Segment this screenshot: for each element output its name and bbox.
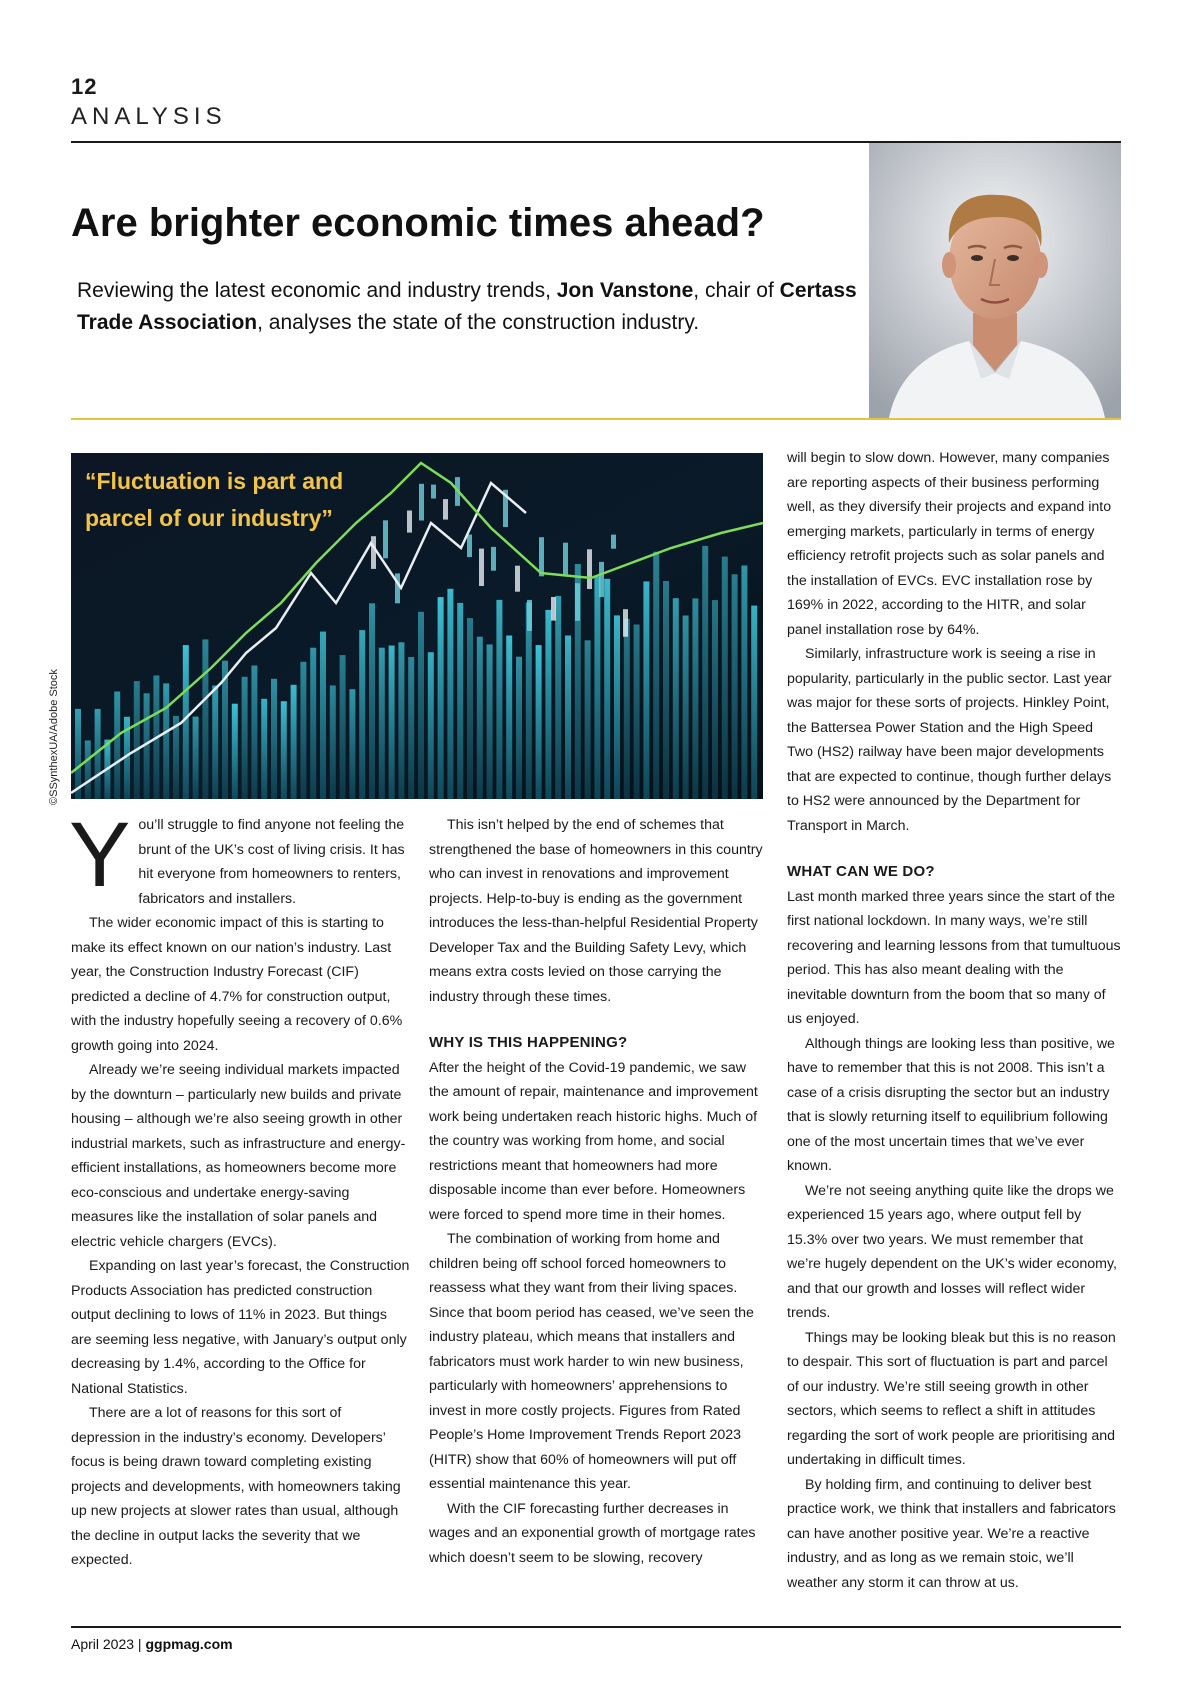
chart-bar (114, 692, 120, 800)
paragraph-text: ou’ll struggle to find anyone not feeling the brunt of the UK’s cost of living crisis. It has hit everyone from homeowners to renters, fabricators and installers. (138, 817, 405, 907)
chart-bar (408, 657, 414, 799)
chart-bar (271, 679, 277, 799)
chart-candle (419, 484, 424, 521)
standfirst (77, 275, 867, 339)
paragraph: The wider economic impact of this is starting to make its effect known on our nation’s industry. Last year, the Construction Industry Forecast (CIF) predicted a decline of 4.7% for construction output, with the industry hopefully seeing a recovery of 0.6% growth going into 2024. (71, 915, 403, 1054)
chart-candle (515, 566, 520, 592)
chart-bar (614, 615, 620, 799)
chart-bar (85, 741, 91, 800)
subheading: WHAT CAN WE DO? (787, 863, 935, 880)
standfirst-text-1: Reviewing the latest economic and industry trends, (77, 279, 557, 302)
paragraph: We’re not seeing anything quite like the drops we experienced 15 years ago, where output fell by 15.3% over two years. We must remember that we’re hugely dependent on the UK’s wider economy, and that our growth and losses will reflect wider trends. (787, 1182, 1117, 1321)
paragraph: Expanding on last year’s forecast, the Construction Products Association has predicted construction output declining to lows of 11% in 2023. But things are seeming less negative, with January’s output only decreasing by 1.4%, according to the Office for National Statistics. (71, 1258, 410, 1397)
chart-bar (320, 632, 326, 799)
standfirst-text-2: , chair of (693, 279, 780, 302)
footer-divider (71, 1626, 1121, 1628)
photo-credit: ©SSynthexUA/Adobe Stock (48, 669, 60, 805)
section-title: ANALYSIS (71, 103, 227, 130)
chart-bar (379, 648, 385, 799)
chart-candle (599, 562, 604, 597)
chart-bar (212, 686, 218, 800)
chart-bar (291, 685, 297, 799)
paragraph: By holding firm, and continuing to deliver best practice work, we think that installers and fabricators can have another positive year. We’re a reactive industry, and as long as we remain stoic, we’ll weather any storm it can throw at us. (787, 1476, 1116, 1591)
page-number: 12 (71, 74, 98, 99)
chart-bar (193, 717, 199, 799)
chart-bar (624, 619, 630, 799)
article-column-2 (429, 813, 764, 1570)
chart-bar (496, 600, 502, 799)
chart-bar (653, 552, 659, 799)
page-footer (71, 1636, 233, 1652)
chart-bar (751, 606, 757, 799)
chart-bar (369, 603, 375, 799)
paragraph: There are a lot of reasons for this sort of depression in the industry’s economy. Developers’ focus is being drawn toward completing existing projects and developments, with homeowners taking up new projects at slower rates than usual, although the decline in output lacks the severity that we expected. (71, 1405, 401, 1568)
chart-bar (428, 652, 434, 799)
paragraph: With the CIF forecasting further decreases in wages and an exponential growth of mortgage rates which doesn’t seem to be slowing, recovery (429, 1500, 756, 1566)
chart-candle (587, 549, 592, 589)
chart-bar (516, 657, 522, 799)
chart-bar (732, 574, 738, 799)
chart-bar (692, 598, 698, 799)
chart-bar (438, 597, 444, 799)
chart-bar (604, 579, 610, 799)
paragraph: Things may be looking bleak but this is no reason to despair. This sort of fluctuation is part and parcel of our industry. We’re still seeing growth in other sectors, which seems to reflect a shift in attitudes regarding the sort of work people are prioritising and undertaking in difficult times. (787, 1329, 1116, 1468)
chart-bar (545, 610, 551, 799)
chart-bar (663, 581, 669, 799)
website-link[interactable]: ggpmag.com (145, 1636, 233, 1652)
chart-bar (398, 642, 404, 799)
paragraph: Although things are looking less than positive, we have to remember that this is not 2008. This isn’t a case of a crisis disrupting the sector but an industry that is slowly returning itself to equilibrium following one of the most uncertain times that we’ve ever known. (787, 1035, 1115, 1174)
subheading: WHY IS THIS HAPPENING? (429, 1034, 628, 1051)
author-portrait (869, 143, 1121, 418)
chart-candle (431, 485, 436, 499)
chart-bar (683, 616, 689, 800)
chart-candle (551, 597, 556, 621)
article-column-1 (69, 804, 411, 1573)
chart-bar (359, 630, 365, 799)
paragraph: This isn’t helped by the end of schemes that strengthened the base of homeowners in this country who can invest in renovations and improvement projects. Help-to-buy is ending as the government introduces the less-than-helpful Residential Property Developer Tax and the Building Safety Levy, which means extra costs levied on those carrying the industry through these times. (429, 817, 763, 1005)
chart-bar (555, 596, 561, 799)
chart-bar (487, 644, 493, 799)
chart-candle (623, 609, 628, 637)
chart-bar (673, 598, 679, 799)
chart-candle (467, 535, 472, 558)
article-column-3 (787, 446, 1121, 1595)
organisation-name: Certass Trade Association (77, 279, 857, 334)
author-name: Jon Vanstone (556, 279, 694, 302)
chart-candle (491, 547, 496, 571)
chart-candle (407, 511, 412, 533)
chart-bar (722, 557, 728, 799)
chart-candle (563, 543, 568, 575)
paragraph: The combination of working from home and children being off school forced homeowners to reassess what they want from their living spaces. Since that boom period has ceased, we’ve seen the industry plateau, which means that installers and fabricators must work harder to win new business, particularly with homeowners’ apprehensions to invest in more costly projects. Figures from Rated People’s Home Improvement Trends Report 2023 (HITR) show that 60% of homeowners will put off essential maintenance this year. (429, 1231, 754, 1492)
chart-bar (594, 577, 600, 799)
issue-date: April 2023 (71, 1636, 135, 1652)
chart-bar (457, 603, 463, 799)
chart-bar (340, 655, 346, 799)
chart-bar (300, 662, 306, 799)
paragraph: will begin to slow down. However, many companies are reporting aspects of their business performing well, as they diversify their projects and expand into emerging markets, particularly in terms of energy efficiency retrofit projects such as solar panels and the installation of EVCs. EVC installation rose by 169% in 2022, according to the HITR, and solar panel installation rose by 64%. (787, 450, 1112, 638)
pull-quote: “Fluctuation is part and parcel of our industry” (85, 468, 344, 531)
drop-cap: Y (69, 804, 131, 906)
paragraph: Last month marked three years since the start of the first national lockdown. In many ways, we’re still recovering and learning lessons from that tumultuous period. This has also meant dealing with the inevitable downturn from the boom that so many of us enjoyed. (787, 888, 1121, 1027)
chart-bar (330, 686, 336, 800)
chart-bar (202, 639, 208, 799)
chart-bar (310, 648, 316, 799)
paragraph: Similarly, infrastructure work is seeing a rise in popularity, particularly in the public sector. Last year was major for these sorts of projects. Hinkley Point, the Battersea Power Station and the High Speed Two (HS2) railway have been major developments that are expected to continue, though further delays to HS2 were announced by the Department for Transport in March. (787, 646, 1112, 834)
footer-separator: | (134, 1636, 146, 1652)
chart-candle (443, 499, 448, 519)
chart-bar (585, 640, 591, 799)
chart-candle (527, 600, 532, 631)
chart-candle (575, 583, 580, 621)
gold-divider (71, 418, 1121, 420)
chart-bar (477, 637, 483, 799)
chart-bar (389, 646, 395, 800)
chart-bar (251, 666, 257, 800)
paragraph: After the height of the Covid-19 pandemic, we saw the amount of repair, maintenance and improvement work being undertaken reach historic highs. Much of the country was working from home, and social restrictions meant that homeowners had more disposable income than ever before. Homeowners were forced to spend more time in their homes. (429, 1059, 758, 1223)
chart-bar (634, 625, 640, 800)
chart-bar (565, 636, 571, 800)
chart-bar (643, 581, 649, 799)
chart-candle (611, 535, 616, 549)
chart-bar (702, 546, 708, 799)
chart-bar (447, 589, 453, 799)
standfirst-text-3: , analyses the state of the construction industry. (257, 311, 700, 334)
chart-bar (506, 636, 512, 800)
chart-bar (467, 618, 473, 799)
chart-bar (261, 699, 267, 799)
chart-bar (349, 689, 355, 799)
chart-bar (281, 701, 287, 799)
chart-bar (163, 683, 169, 799)
paragraph: Already we’re seeing individual markets impacted by the downturn – particularly new builds and private housing – although we’re also seeing growth in other industrial markets, such as infrastructure and energy-efficient installations, as homeowners become more eco-conscious and undertake energy-saving measures like the installation of solar panels and electric vehicle chargers (EVCs). (71, 1062, 406, 1250)
chart-bar (526, 603, 532, 800)
chart-bar (418, 612, 424, 799)
chart-candle (371, 536, 376, 569)
chart-bar (242, 677, 248, 799)
chart-bar (232, 704, 238, 799)
chart-bar (741, 566, 747, 800)
chart-bar (536, 645, 542, 799)
chart-bar (134, 681, 140, 799)
first-paragraph (69, 804, 411, 911)
page-title: Are brighter economic times ahead? (71, 201, 765, 245)
chart-candle (479, 549, 484, 586)
chart-bar (712, 600, 718, 799)
